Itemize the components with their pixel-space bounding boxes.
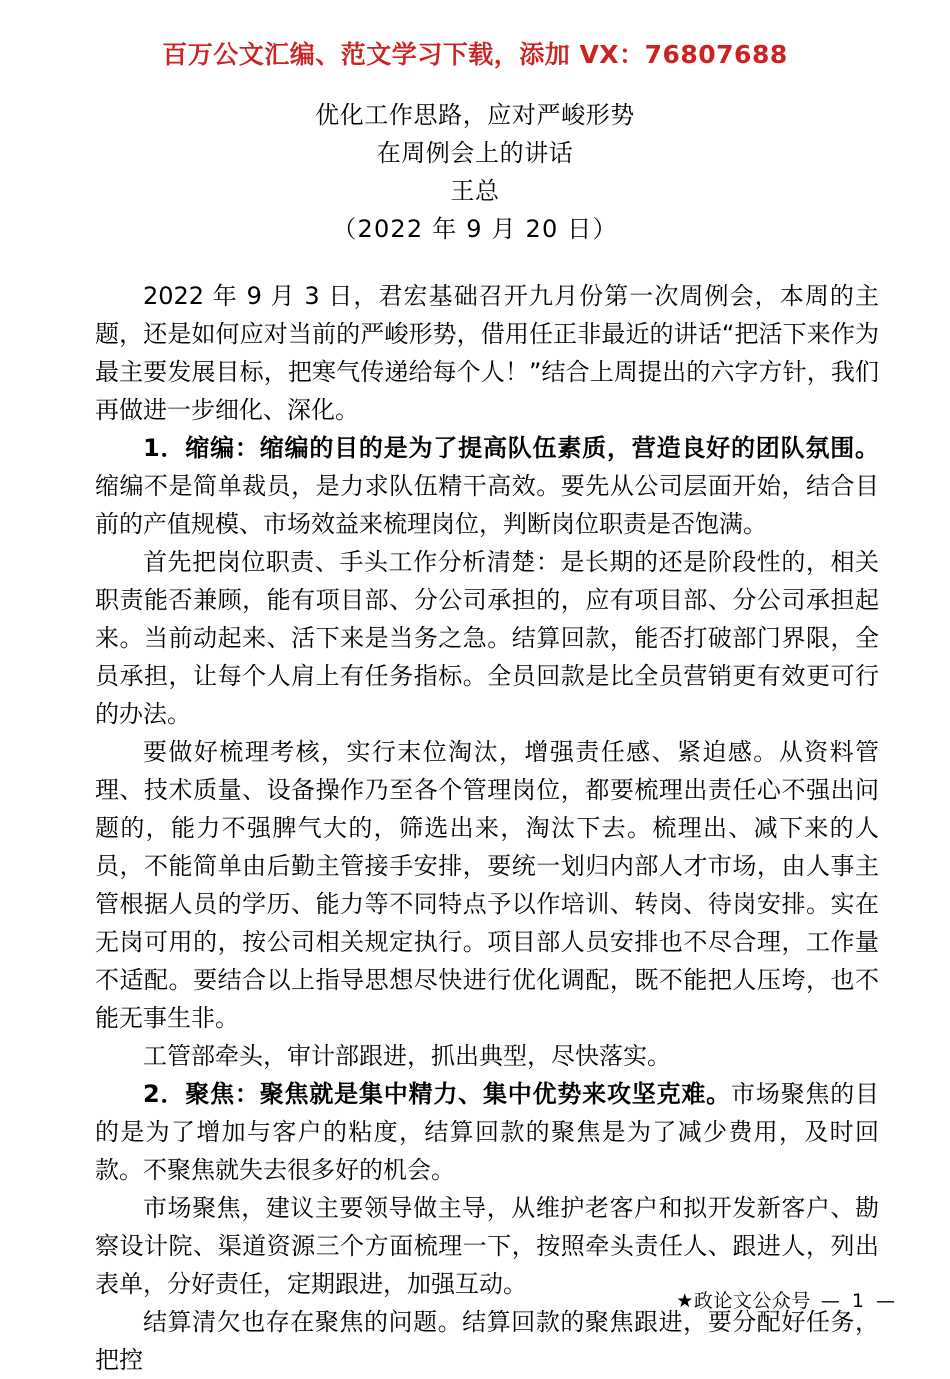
- paragraph-text: 首先把岗位职责、手头工作分析清楚：是长期的还是阶段性的，相关职责能否兼顾，能有项目部、分公司承担的，应有项目部、分公司承担起来。当前动起来、活下来是当务之急。结算回款，能否打破部门界限，全员承担，让每个人肩上有任务指标。全员回款是比全员营销更有效更可行的办法。: [95, 548, 879, 728]
- title-line-2: 在周例会上的讲话: [376, 139, 574, 167]
- paragraph-text: 工管部牵头，审计部跟进，抓出典型，尽快落实。: [143, 1042, 671, 1070]
- paragraph-lead: 1．缩编：缩编的目的是为了提高队伍素质，营造良好的团队氛围。: [143, 434, 879, 462]
- paragraph-text: 市场聚焦的目的是为了增加与客户的粘度，结算回款的聚焦是为了减少费用，及时回款。不聚焦就失去很多好的机会。: [95, 1080, 880, 1184]
- paragraph: [95, 429, 879, 543]
- title-line-1: 优化工作思路，应对严峻形势: [315, 101, 635, 129]
- footer-watermark: ★政论文公众号: [676, 1290, 811, 1312]
- title-date: （2022 年 9 月 20 日）: [332, 215, 618, 243]
- paragraph: [95, 1037, 879, 1075]
- promo-banner: 百万公文汇编、范文学习下载，添加 VX：76807688: [162, 40, 788, 69]
- page-footer: [0, 1286, 950, 1313]
- paragraph-text: 市场聚焦，建议主要领导做主导，从维护老客户和拟开发新客户、勘察设计院、渠道资源三个方面梳理一下，按照牵头责任人、跟进人，列出表单，分好责任，定期跟进，加强互动。: [95, 1194, 879, 1298]
- document-body: [95, 277, 879, 1379]
- paragraph-text: 要做好梳理考核，实行末位淘汰，增强责任感、紧迫感。从资料管理、技术质量、设备操作乃至各个管理岗位，都要梳理出责任心不强出问题的，能力不强脾气大的，筛选出来，淘汰下去。梳理出、减下来的人员，不能简单由后勤主管接手安排，要统一划归内部人才市场，由人事主管根据人员的学历、能力等不同特点予以作培训、转岗、待岗安排。实在无岗可用的，按公司相关规定执行。项目部人员安排也不尽合理，工作量不适配。要结合以上指导思想尽快进行优化调配，既不能把人压垮，也不能无事生非。: [95, 738, 879, 1032]
- paragraph: [95, 277, 879, 429]
- paragraph: [95, 543, 879, 733]
- paragraph: [95, 1075, 879, 1189]
- document-title-block: [0, 96, 950, 248]
- page-number: — 1 —: [820, 1290, 898, 1312]
- paragraph-text: 结算清欠也存在聚焦的问题。结算回款的聚焦跟进，要分配好任务，把控: [95, 1308, 879, 1374]
- title-speaker: 王总: [450, 177, 500, 205]
- paragraph-text: 2022 年 9 月 3 日，君宏基础召开九月份第一次周例会，本周的主题，还是如何应对当前的严峻形势，借用任正非最近的讲话“把活下来作为最主要发展目标，把寒气传递给每个人！”结合上周提出的六字方针，我们再做进一步细化、深化。: [95, 282, 879, 424]
- paragraph-lead: 2．聚焦：聚焦就是集中精力、集中优势来攻坚克难。: [143, 1080, 731, 1108]
- paragraph: [95, 1303, 879, 1379]
- paragraph-text: 缩编不是简单裁员，是力求队伍精干高效。要先从公司层面开始，结合目前的产值规模、市场效益来梳理岗位，判断岗位职责是否饱满。: [95, 472, 879, 538]
- paragraph: [95, 733, 879, 1037]
